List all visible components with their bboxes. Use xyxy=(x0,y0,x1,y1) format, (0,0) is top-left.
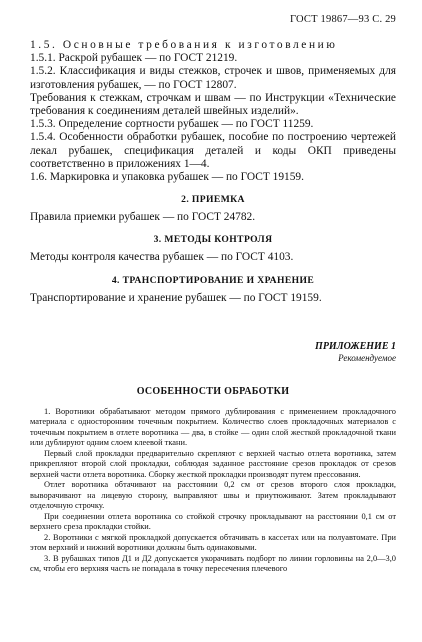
paragraph-1-5-4: 1.5.4. Особенности обработки рубашек, пособие по построению чертежей лекал рубашек, спецификация деталей и коды ОКП приведены соответственно в приложениях 1—4. xyxy=(30,131,396,170)
paragraph-1-5-3: 1.5.3. Определение сортности рубашек — по ГОСТ 11259. xyxy=(30,118,314,131)
paragraph-1-5-1: 1.5.1. Раскрой рубашек — по ГОСТ 21219. xyxy=(30,52,238,65)
appendix-paragraph: Первый слой прокладки предварительно скрепляют с верхней частью отлета воротника, затем прикрепляют второй слой прокладки, соблюдая заданное расстояние срезов прокладок от срезов верхней части отлета воротника. Сборку жесткой прокладки производят путем прессования. xyxy=(30,448,396,479)
section-3-text: Методы контроля качества рубашек — по ГОСТ 4103. xyxy=(30,251,294,264)
page-header: ГОСТ 19867—93 С. 29 xyxy=(290,14,396,25)
section-3-title: 3. МЕТОДЫ КОНТРОЛЯ xyxy=(153,234,273,246)
section-2-text: Правила приемки рубашек — по ГОСТ 24782. xyxy=(30,211,256,224)
section-2-title: 2. ПРИЕМКА xyxy=(181,194,245,206)
section-4-text: Транспортирование и хранение рубашек — по ГОСТ 19159. xyxy=(30,291,322,304)
page-content xyxy=(30,39,396,575)
appendix-paragraph: При соединении отлета воротника со стойкой строчку прокладывают на расстоянии 0,1 см от верхнего среза прокладки стойки. xyxy=(30,511,396,532)
appendix-paragraph: Отлет воротника обтачивают на расстоянии 0,2 см от срезов второго слоя прокладки, выворачивают на лицевую сторону, выправляют швы и приутюживают. Затем прокладывают отделочную строчку. xyxy=(30,480,396,511)
paragraph-1-5-2: 1.5.2. Классификация и виды стежков, строчек и швов, применяемых для изготовления рубашек, — по ГОСТ 12807. xyxy=(30,65,396,91)
paragraph-1-6: 1.6. Маркировка и упаковка рубашек — по ГОСТ 19159. xyxy=(30,171,304,184)
appendix-label: ПРИЛОЖЕНИЕ 1 xyxy=(315,340,396,352)
section-1-5-title: 1.5. Основные требования к изготовлению xyxy=(30,39,338,51)
appendix-paragraph: 2. Воротники с мягкой прокладкой допускается обтачивать в кассетах или на полуавтомате. При этом верхний и нижний воротники должны быть одинаковыми. xyxy=(30,532,396,553)
appendix-paragraph: 1. Воротники обрабатывают методом прямого дублирования с применением прокладочного материала с односторонним точечным покрытием. Количество слоев прокладочных материалов с точечным покрытием в отлете воротника — два, в стойке — один слой жесткой прокладочной ткани или дублируют одним слоем клеевой ткани. xyxy=(30,406,396,448)
appendix-status: Рекомендуемое xyxy=(338,352,396,363)
paragraph-stitch-requirements: Требования к стежкам, строчкам и швам — по Инструкции «Технические требования к соединениям деталей швейных изделий». xyxy=(30,91,396,118)
section-4-title: 4. ТРАНСПОРТИРОВАНИЕ И ХРАНЕНИЕ xyxy=(111,274,315,286)
appendix-title: ОСОБЕННОСТИ ОБРАБОТКИ xyxy=(136,385,290,397)
appendix-paragraph: 3. В рубашках типов Д1 и Д2 допускается укорачивать подборт по линии горловины на 2,0—3,0 см, чтобы его верхняя часть не попадала в точку пересечения плечевого xyxy=(30,553,396,574)
